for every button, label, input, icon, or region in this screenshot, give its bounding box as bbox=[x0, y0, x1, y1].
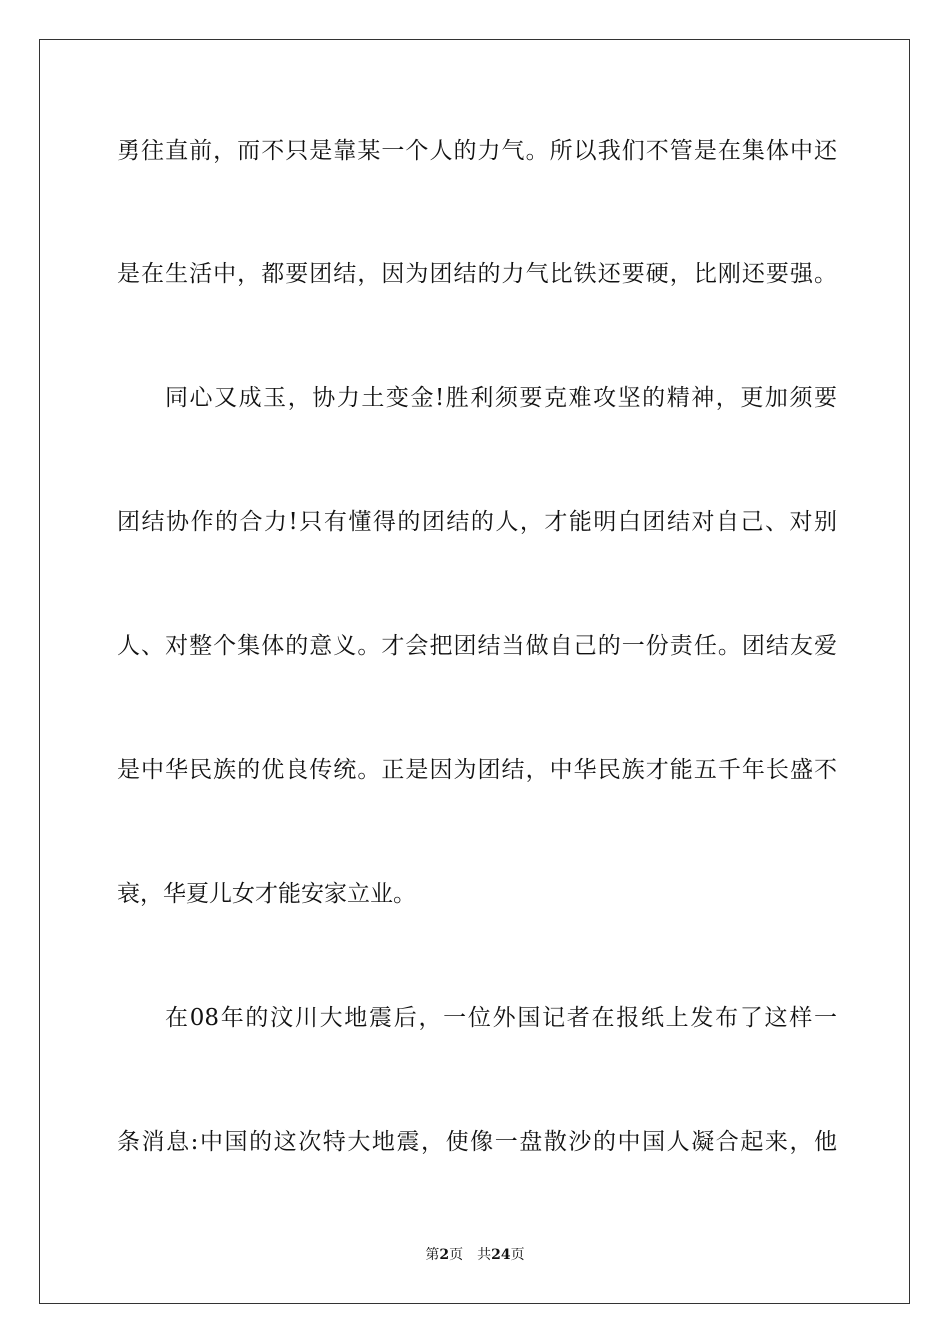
text-line-1: 勇往直前，而不只是靠某一个人的力气。所以我们不管是在集体中还 bbox=[117, 138, 837, 164]
text-line-7: 衰，华夏儿女才能安家立业。 bbox=[117, 881, 416, 907]
page-number: 2 bbox=[439, 1247, 450, 1263]
total-suffix: 页 bbox=[510, 1247, 525, 1263]
text-line-6: 是中华民族的优良传统。正是因为团结，中华民族才能五千年长盛不 bbox=[117, 757, 837, 783]
page-footer bbox=[0, 1245, 950, 1265]
page-border bbox=[39, 39, 910, 1304]
page-prefix: 第 bbox=[425, 1247, 440, 1263]
total-prefix: 共 bbox=[477, 1247, 492, 1263]
page-suffix: 页 bbox=[449, 1247, 464, 1263]
text-line-3: 同心又成玉，协力土变金!胜利须要克难攻坚的精神，更加须要 bbox=[165, 385, 837, 411]
text-line-9: 条消息:中国的这次特大地震，使像一盘散沙的中国人凝合起来，他 bbox=[117, 1129, 837, 1155]
total-pages: 24 bbox=[491, 1247, 511, 1263]
text-line-8: 在08年的汶川大地震后，一位外国记者在报纸上发布了这样一 bbox=[165, 1005, 837, 1031]
text-line-4: 团结协作的合力!只有懂得的团结的人，才能明白团结对自己、对别 bbox=[117, 509, 837, 535]
text-line-2: 是在生活中，都要团结，因为团结的力气比铁还要硬，比刚还要强。 bbox=[117, 261, 837, 287]
text-line-5: 人、对整个集体的意义。才会把团结当做自己的一份责任。团结友爱 bbox=[117, 633, 837, 659]
